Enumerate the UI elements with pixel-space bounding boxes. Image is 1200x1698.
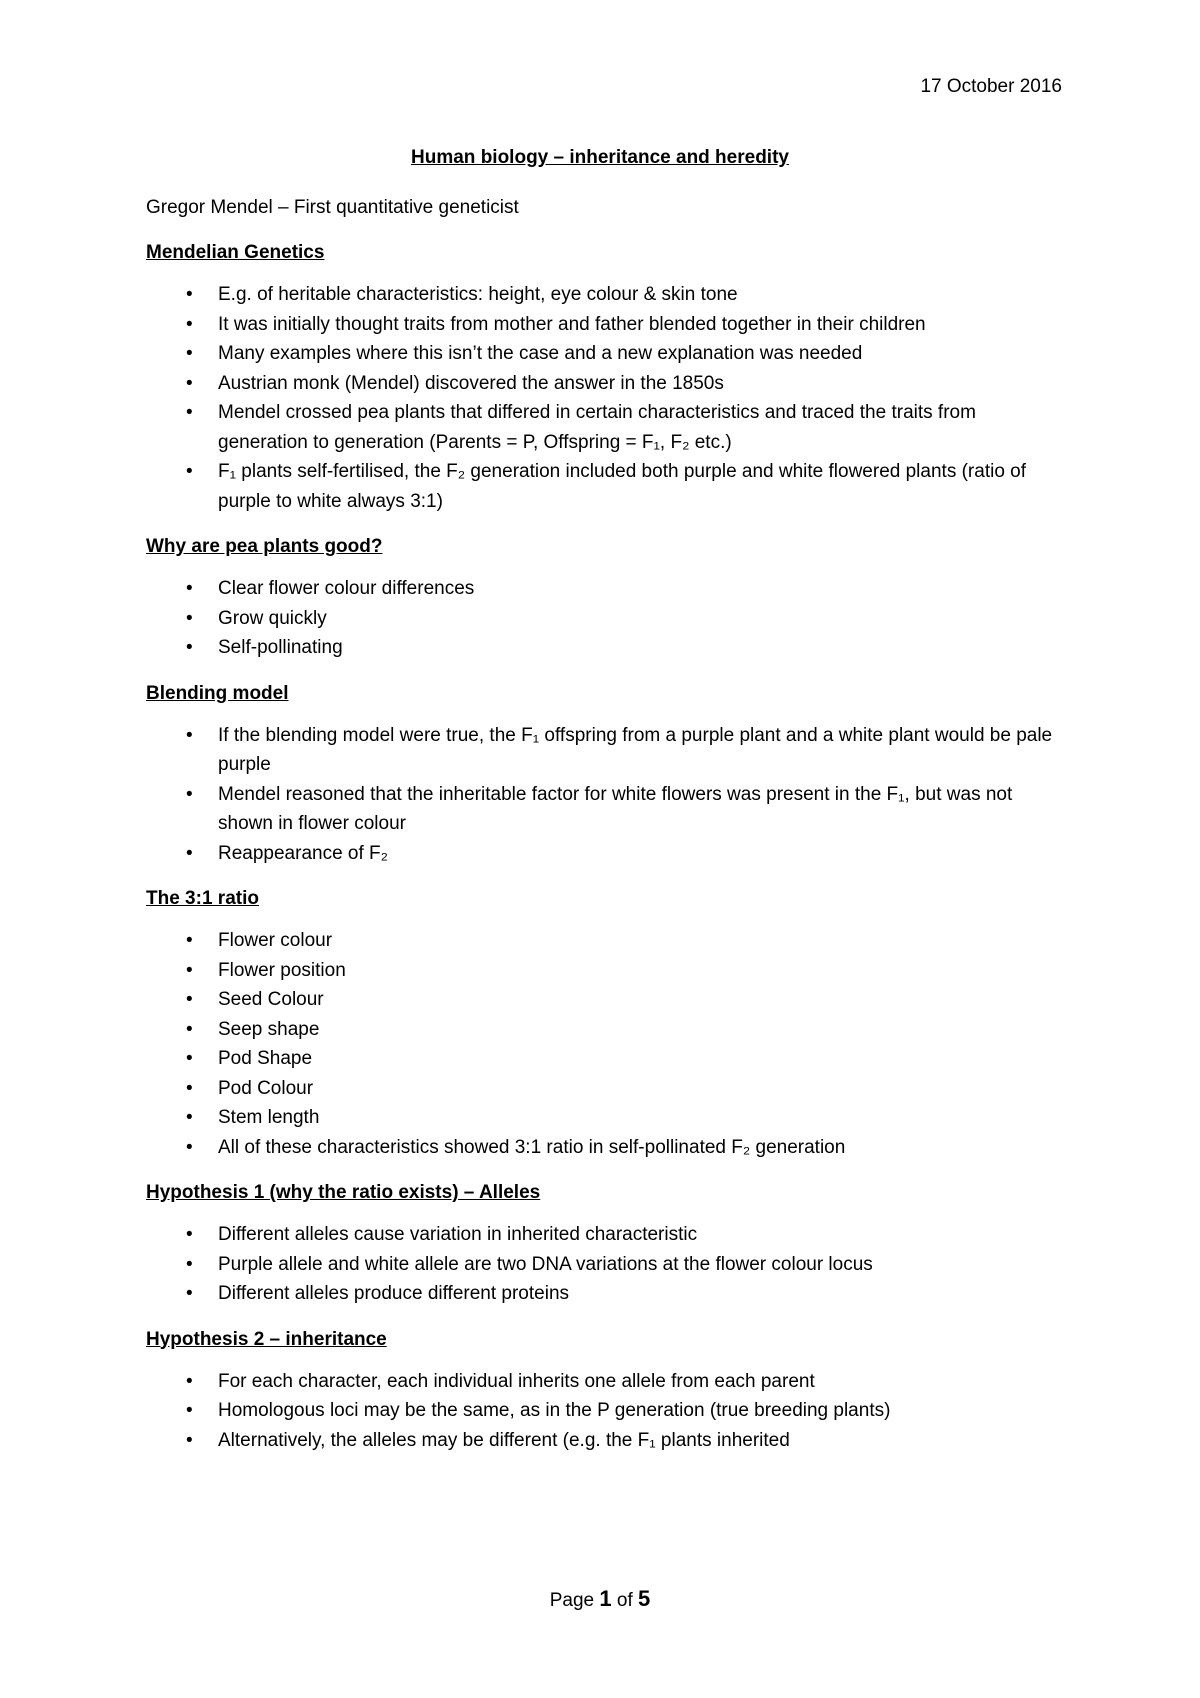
section-heading: Hypothesis 2 – inheritance [146,1328,387,1350]
page-footer [0,1586,1200,1612]
bullet-list [146,574,1066,663]
footer-prefix: Page [549,1590,595,1611]
bullet-icon: • [186,1429,193,1451]
bullet-icon: • [186,959,193,981]
list-item-text: Mendel crossed pea plants that differed in certain characteristics and traced the traits from generation to generation (Parents = P, Offspring = F₁, F₂ etc.) [218,402,976,453]
list-item-text: Seep shape [218,1018,320,1040]
bullet-icon: • [186,724,193,746]
list-item-text: Different alleles cause variation in inherited characteristic [218,1224,698,1245]
bullet-icon: • [186,461,193,482]
list-item [146,985,1066,1015]
section-heading: Blending model [146,682,289,704]
list-item-text: All of these characteristics showed 3:1 ratio in self-pollinated F₂ generation [218,1136,846,1158]
list-item [146,926,1066,956]
list-item-text: Different alleles produce different proteins [218,1283,570,1304]
intro-line: Gregor Mendel – First quantitative geneticist [146,197,519,218]
bullet-icon: • [186,989,193,1010]
list-item-text: E.g. of heritable characteristics: height, eye colour & skin tone [218,284,738,305]
list-item-text: Austrian monk (Mendel) discovered the answer in the 1850s [218,372,724,394]
section-heading: Hypothesis 1 (why the ratio exists) – Alleles [146,1182,541,1203]
bullet-icon: • [186,343,193,364]
bullet-icon: • [186,1048,193,1069]
list-item-text: Mendel reasoned that the inheritable factor for white flowers was present in the F₁, but was not shown in flower colour [218,783,1013,834]
bullet-icon: • [186,1018,193,1040]
bullet-icon: • [186,1370,193,1392]
section-heading: Why are pea plants good? [146,536,383,557]
bullet-icon: • [186,1107,193,1128]
bullet-icon: • [186,842,193,864]
sections-container [146,238,1066,1455]
footer-total-pages: 5 [638,1586,651,1611]
section-heading: Mendelian Genetics [146,242,325,263]
list-item-text: Many examples where this isn’t the case and a new explanation was needed [218,343,863,364]
bullet-icon: • [186,1077,193,1099]
list-item [146,1426,1066,1456]
list-item [146,839,1066,869]
list-item [146,574,1066,604]
list-item [146,1044,1066,1074]
bullet-list [146,1220,1066,1309]
bullet-icon: • [186,578,193,599]
list-item-text: F₁ plants self-fertilised, the F₂ generation included both purple and white flowered plants (ratio of purple to white always 3:1) [218,461,1027,512]
bullet-list [146,280,1066,516]
list-item [146,339,1066,369]
bullet-icon: • [186,607,193,629]
list-item [146,1279,1066,1309]
list-item-text: For each character, each individual inherits one allele from each parent [218,1370,815,1392]
list-item-text: Stem length [218,1107,320,1128]
bullet-icon: • [186,1400,193,1421]
bullet-icon: • [186,1283,193,1304]
list-item-text: Pod Shape [218,1048,313,1069]
bullet-icon: • [186,637,193,658]
list-item-text: If the blending model were true, the F₁ offspring from a purple plant and a white plant would be pale purple [218,724,1053,775]
list-item [146,369,1066,399]
list-item [146,1015,1066,1045]
list-item [146,721,1066,780]
list-item-text: Pod Colour [218,1077,314,1099]
list-item [146,780,1066,839]
list-item-text: It was initially thought traits from mother and father blended together in their children [218,313,926,335]
list-item [146,1103,1066,1133]
footer-of: of [616,1590,633,1611]
bullet-icon: • [186,783,193,805]
section-heading: The 3:1 ratio [146,888,259,909]
bullet-icon: • [186,402,193,423]
footer-current-page: 1 [599,1586,612,1611]
bullet-icon: • [186,313,193,335]
list-item [146,398,1066,457]
list-item-text: Self-pollinating [218,637,343,658]
list-item [146,457,1066,516]
list-item-text: Alternatively, the alleles may be different (e.g. the F₁ plants inherited [218,1429,790,1451]
bullet-icon: • [186,1136,193,1158]
list-item [146,1133,1066,1163]
list-item-text: Grow quickly [218,607,327,629]
list-item [146,1220,1066,1250]
list-item-text: Flower colour [218,930,333,951]
bullet-icon: • [186,372,193,394]
bullet-icon: • [186,284,193,305]
list-item-text: Homologous loci may be the same, as in the P generation (true breeding plants) [218,1400,891,1421]
bullet-icon: • [186,1253,193,1275]
document-title: Human biology – inheritance and heredity [411,147,789,168]
bullet-icon: • [186,1224,193,1245]
list-item-text: Purple allele and white allele are two DNA variations at the flower colour locus [218,1253,873,1275]
list-item [146,310,1066,340]
list-item-text: Flower position [218,959,346,981]
list-item-text: Reappearance of F₂ [218,842,389,864]
list-item [146,280,1066,310]
bullet-icon: • [186,930,193,951]
list-item [146,1367,1066,1397]
list-item [146,604,1066,634]
list-item [146,1396,1066,1426]
document-date: 17 October 2016 [920,76,1062,97]
list-item [146,633,1066,663]
document-body [146,193,1066,1455]
list-item [146,1074,1066,1104]
list-item [146,956,1066,986]
list-item [146,1250,1066,1280]
list-item-text: Seed Colour [218,989,324,1010]
list-item-text: Clear flower colour differences [218,578,475,599]
bullet-list [146,721,1066,869]
bullet-list [146,1367,1066,1456]
bullet-list [146,926,1066,1162]
